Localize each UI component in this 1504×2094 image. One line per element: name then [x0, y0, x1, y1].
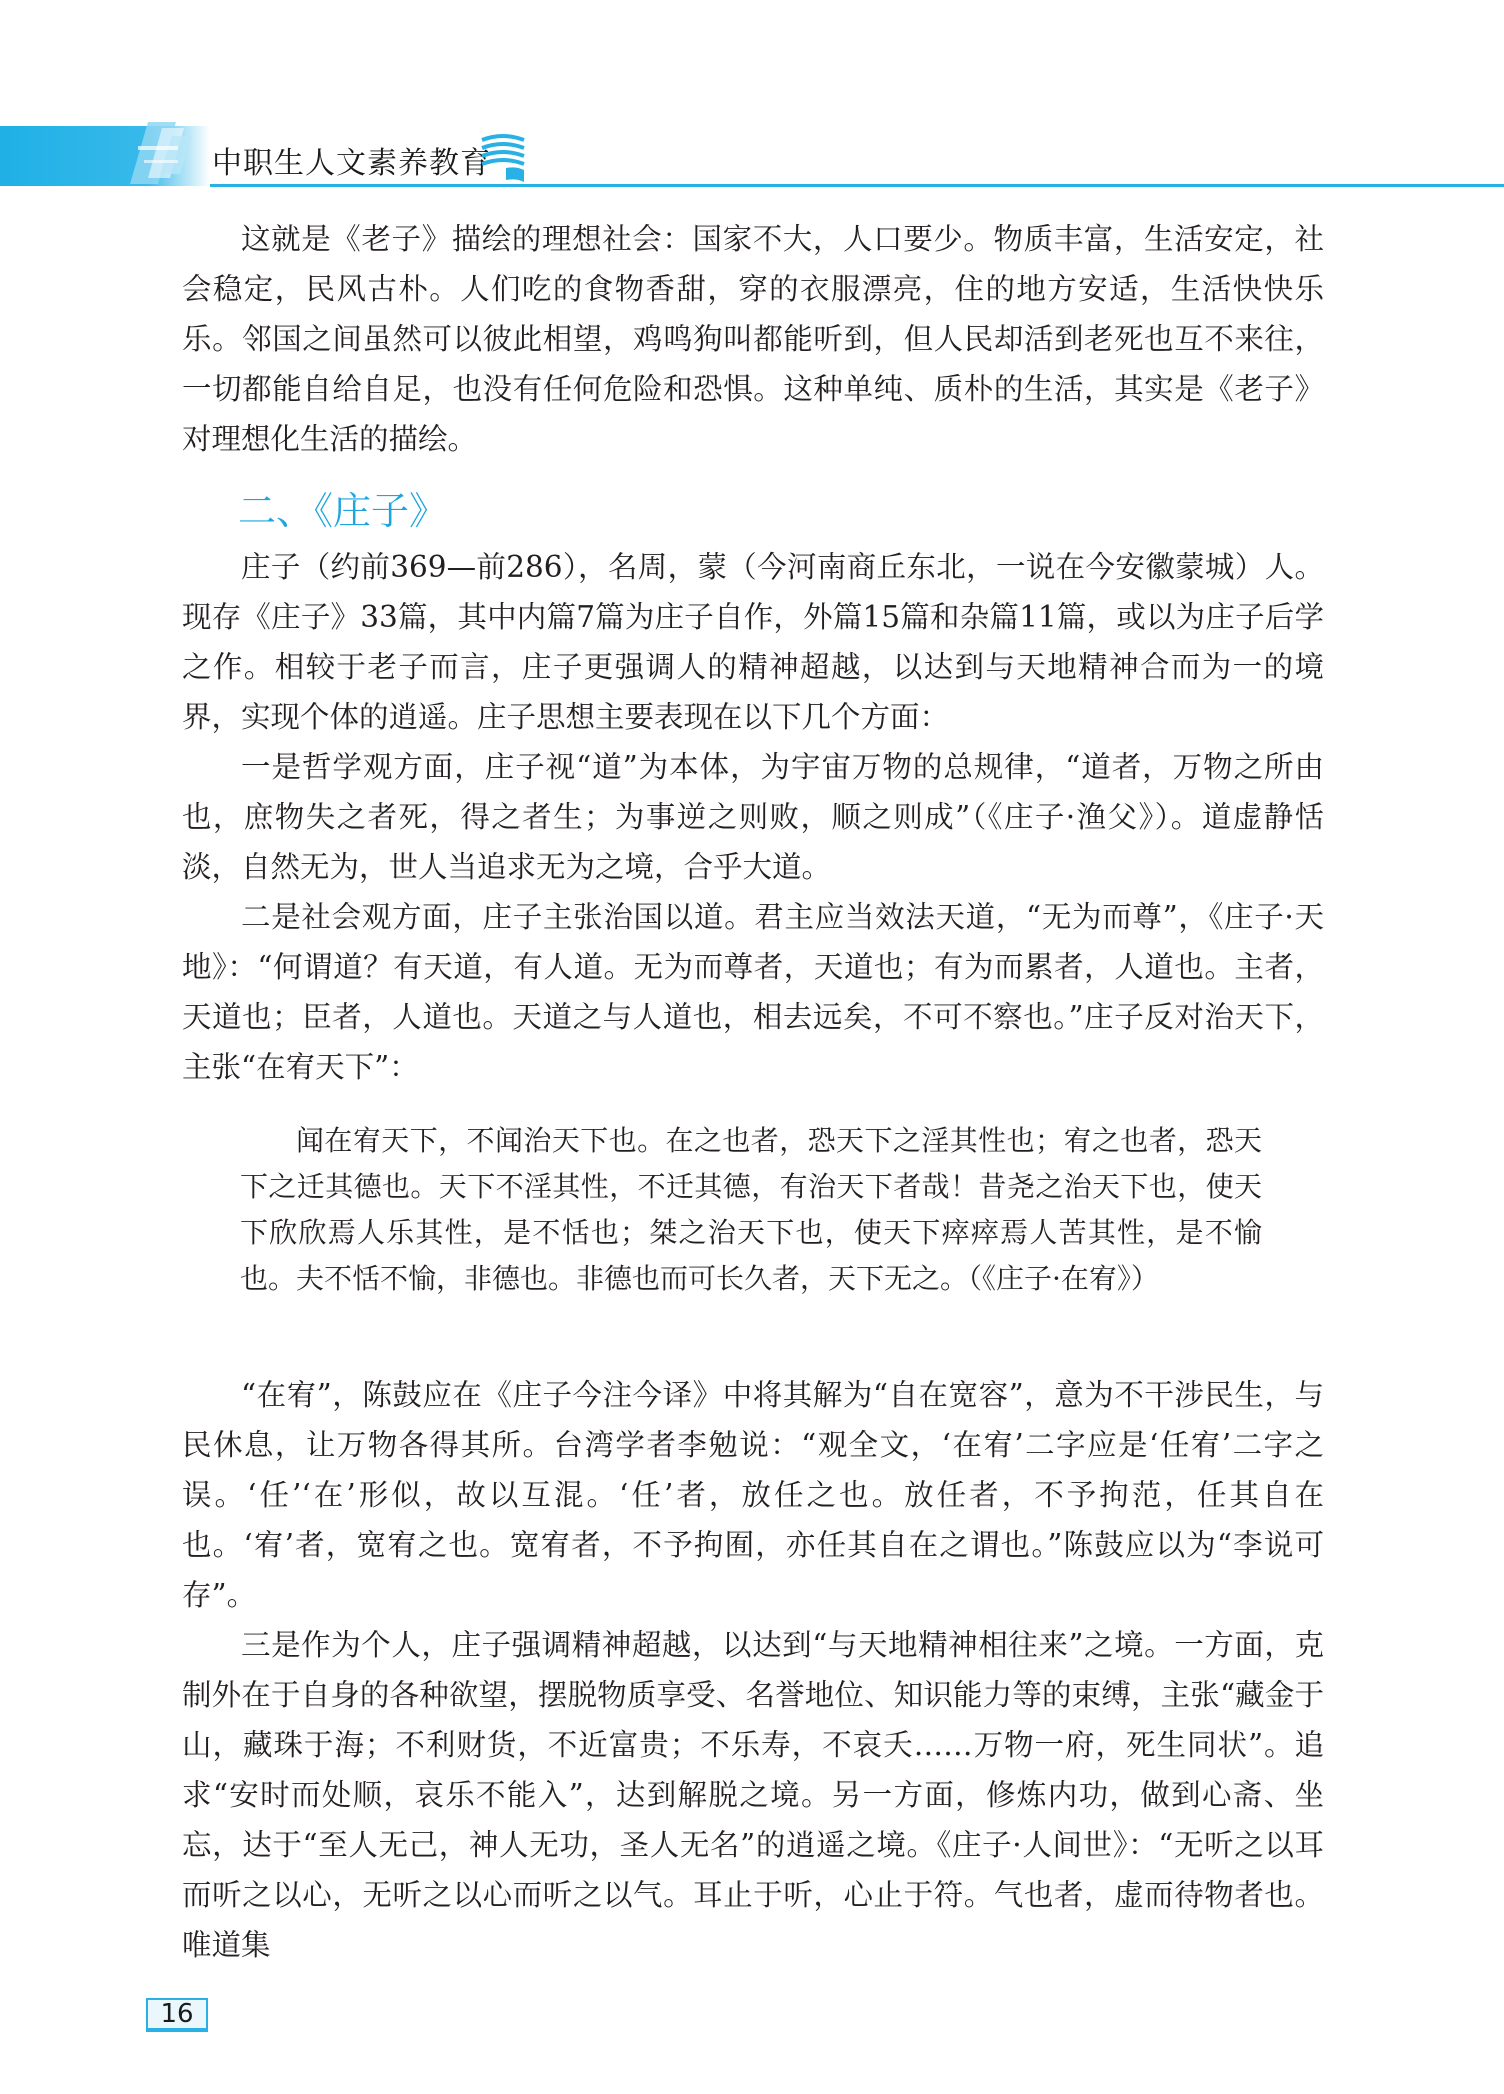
body-paragraph: 庄子（约前369—前286），名周，蒙（今河南商丘东北，一说在今安徽蒙城）人。现存《庄子》33篇，其中内篇7篇为庄子自作，外篇15篇和杂篇11篇，或以为庄子后学之作。相较于老子而言，庄子更强调人的精神超越，以达到与天地精神合而为一的境界，实现个体的逍遥。庄子思想主要表现在以下几个方面： — [182, 550, 1324, 734]
body-paragraph: “在宥”，陈鼓应在《庄子今注今译》中将其解为“自在宽容”，意为不干涉民生，与民休息，让万物各得其所。台湾学者李勉说：“观全文，‘在宥’二字应是‘任宥’二字之误。‘任’‘在’形似，故以互混。‘任’者，放任之也。放任者，不予拘范，任其自在也。‘宥’者，宽宥之也。宽宥者，不予拘囿，亦任其自在之谓也。”陈鼓应以为“李说可存”。 — [182, 1378, 1324, 1612]
body-paragraph: 三是作为个人，庄子强调精神超越，以达到“与天地精神相往来”之境。一方面，克制外在于自身的各种欲望，摆脱物质享受、名誉地位、知识能力等的束缚，主张“藏金于山，藏珠于海；不利财货，不近富贵；不乐寿，不哀夭……万物一府，死生同状”。追求“安时而处顺，哀乐不能入”，达到解脱之境。另一方面，修炼内功，做到心斋、坐忘，达于“至人无己，神人无功，圣人无名”的逍遥之境。《庄子·人间世》：“无听之以耳而听之以心，无听之以心而听之以气。耳止于听，心止于符。气也者，虚而待物者也。唯道集 — [182, 1628, 1324, 1962]
header-title: 中职生人文素养教育 — [212, 146, 491, 181]
header-rule — [210, 184, 1504, 187]
body-paragraph: 这就是《老子》描绘的理想社会：国家不大，人口要少。物质丰富，生活安定，社会稳定，民风古朴。人们吃的食物香甜，穿的衣服漂亮，住的地方安适，生活快快乐乐。邻国之间虽然可以彼此相望，鸡鸣狗叫都能听到，但人民却活到老死也互不来往，一切都能自给自足，也没有任何危险和恐惧。这种单纯、质朴的生活，其实是《老子》对理想化生活的描绘。 — [182, 222, 1324, 456]
header-decoration-icon — [118, 118, 198, 188]
block-quote: 闻在宥天下，不闻治天下也。在之也者，恐天下之淫其性也；宥之也者，恐天下之迁其德也。天下不淫其性，不迁其德，有治天下者哉！昔尧之治天下也，使天下欣欣焉人乐其性，是不恬也；桀之治天下也，使天下瘁瘁焉人苦其性，是不愉也。夫不恬不愉，非德也。非德也而可长久者，天下无之。（《庄子·在宥》） — [240, 1124, 1262, 1295]
bottom-text-block — [182, 1370, 1324, 1970]
body-paragraph: 一是哲学观方面，庄子视“道”为本体，为宇宙万物的总规律，“道者，万物之所由也，庶物失之者死，得之者生；为事逆之则败，顺之则成”（《庄子·渔父》）。道虚静恬淡，自然无为，世人当追求无为之境，合乎大道。 — [182, 750, 1324, 884]
page-number: 16 — [146, 1998, 208, 2032]
book-stack-logo-icon — [476, 132, 530, 184]
section-heading: 二、《庄子》 — [238, 489, 448, 533]
intro-text-block — [182, 214, 1324, 464]
middle-text-block — [182, 542, 1324, 1092]
body-paragraph: 二是社会观方面，庄子主张治国以道。君主应当效法天道，“无为而尊”，《庄子·天地》：“何谓道？有天道，有人道。无为而尊者，天道也；有为而累者，人道也。主者，天道也；臣者，人道也。天道之与人道也，相去远矣，不可不察也。”庄子反对治天下，主张“在宥天下”： — [182, 900, 1324, 1084]
